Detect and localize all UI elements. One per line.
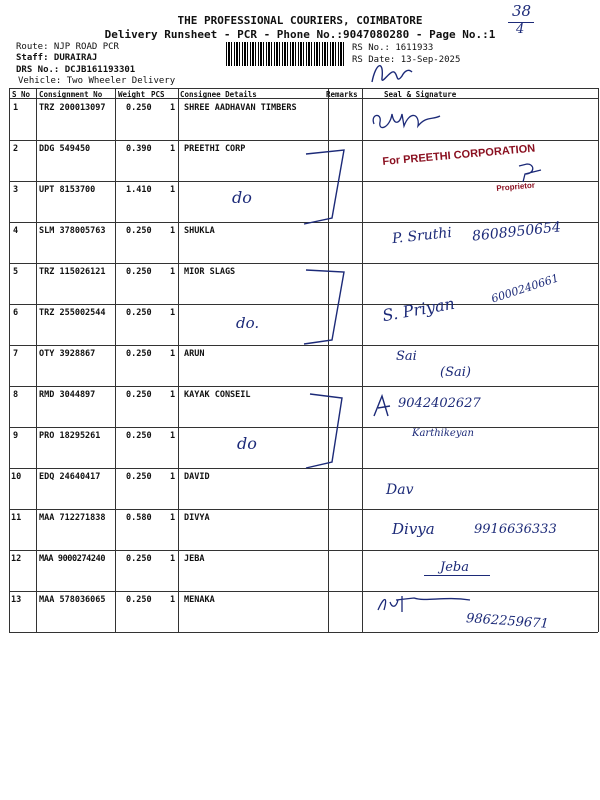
row-weight: 0.250 xyxy=(126,554,152,564)
row-consignment: TRZ 115026121 xyxy=(39,267,106,277)
row-consignment: RMD 3044897 xyxy=(39,390,96,400)
grid-line xyxy=(9,88,598,89)
row-consignment: MAA 578036065 xyxy=(39,595,106,605)
row-consignee: JEBA xyxy=(184,554,205,564)
row-weight: 0.390 xyxy=(126,144,152,154)
bracket-mark xyxy=(300,268,350,348)
row-consignment: PRO 18295261 xyxy=(39,431,101,441)
row-consignee: DAVID xyxy=(184,472,210,482)
bracket-mark xyxy=(300,392,350,472)
row-pcs: 1 xyxy=(170,595,176,605)
row-pcs: 1 xyxy=(170,185,176,195)
corner-number: 38 xyxy=(512,2,532,20)
row-consignment: MAA 9000274240 xyxy=(39,554,106,564)
stamp-role: Proprietor xyxy=(496,180,536,193)
rs-number: RS No.: 1611933 xyxy=(352,43,434,53)
corner-denominator: 4 xyxy=(516,22,525,37)
row-consignment: SLM 378005763 xyxy=(39,226,106,236)
row-sno: 13 xyxy=(11,595,22,605)
row-pcs: 1 xyxy=(170,226,176,236)
route: Route: NJP ROAD PCR xyxy=(16,42,119,52)
signature-arun: Sai xyxy=(396,349,417,364)
grid-line xyxy=(9,88,10,632)
row-weight: 0.250 xyxy=(126,472,152,482)
runsheet-subtitle: Delivery Runsheet - PCR - Phone No.:9047080280 - Page No.:1 xyxy=(104,28,496,41)
date-signature-mark xyxy=(368,58,418,90)
col-consignee: Consignee Details xyxy=(180,90,257,99)
grid-line xyxy=(362,88,363,632)
vehicle: Vehicle: Two Wheeler Delivery xyxy=(18,76,176,86)
row-consignee: MENAKA xyxy=(184,595,215,605)
grid-line xyxy=(598,88,599,632)
signature-jeba: Jeba xyxy=(440,560,469,575)
col-sno: S No xyxy=(12,90,31,99)
row-consignment: OTY 3928867 xyxy=(39,349,96,359)
row-weight: 0.250 xyxy=(126,308,152,318)
row-consignee: ARUN xyxy=(184,349,205,359)
row-sno: 4 xyxy=(13,226,19,236)
row-pcs: 1 xyxy=(170,144,176,154)
signature-david: Dav xyxy=(386,482,414,498)
row-pcs: 1 xyxy=(170,554,176,564)
col-weight: Weight xyxy=(118,90,146,99)
phone-kayak: 9042402627 xyxy=(398,396,481,411)
signature-shukla: P. Sruthi xyxy=(391,224,453,248)
signature-mark-kayak xyxy=(370,392,394,420)
row-consignment: UPT 8153700 xyxy=(39,185,96,195)
row-weight: 0.250 xyxy=(126,226,152,236)
ditto-mark: do. xyxy=(236,314,260,332)
grid-line xyxy=(115,88,116,632)
row-consignment: MAA 712271838 xyxy=(39,513,106,523)
row-sno: 2 xyxy=(13,144,19,154)
signature-arun-2: (Sai) xyxy=(440,365,471,380)
row-pcs: 1 xyxy=(170,349,176,359)
row-weight: 0.250 xyxy=(126,349,152,359)
row-sno: 3 xyxy=(13,185,19,195)
grid-line xyxy=(9,591,598,592)
row-weight: 0.580 xyxy=(126,513,152,523)
name-kayak: Karthikeyan xyxy=(412,428,474,439)
grid-line xyxy=(9,140,598,141)
row-sno: 7 xyxy=(13,349,19,359)
col-pcs: PCS xyxy=(151,90,165,99)
row-weight: 0.250 xyxy=(126,267,152,277)
grid-line xyxy=(178,88,179,632)
row-consignment: TRZ 255002544 xyxy=(39,308,106,318)
row-sno: 5 xyxy=(13,267,19,277)
row-pcs: 1 xyxy=(170,513,176,523)
col-consignment: Consignment No xyxy=(39,90,103,99)
row-consignee: MIOR SLAGS xyxy=(184,267,236,277)
row-pcs: 1 xyxy=(170,267,176,277)
phone-menaka: 9862259671 xyxy=(465,611,550,632)
grid-line xyxy=(9,632,598,633)
row-consignee: PREETHI CORP xyxy=(184,144,246,154)
ditto-mark: do xyxy=(232,188,252,207)
phone-mior: 6000240661 xyxy=(489,271,561,306)
row-consignee: DIVYA xyxy=(184,513,210,523)
row-consignment: TRZ 200013097 xyxy=(39,103,106,113)
row-sno: 10 xyxy=(11,472,22,482)
row-sno: 12 xyxy=(11,554,22,564)
row-weight: 0.250 xyxy=(126,595,152,605)
signature-divya: Divya xyxy=(392,520,435,538)
bracket-mark xyxy=(300,148,350,228)
row-pcs: 1 xyxy=(170,103,176,113)
grid-line xyxy=(36,88,37,632)
row-sno: 11 xyxy=(11,513,22,523)
signature-menaka xyxy=(374,592,474,616)
row-pcs: 1 xyxy=(170,431,176,441)
row-pcs: 1 xyxy=(170,308,176,318)
staff: Staff: DURAIRAJ xyxy=(16,53,98,63)
row-sno: 9 xyxy=(13,431,19,441)
row-pcs: 1 xyxy=(170,472,176,482)
row-weight: 0.250 xyxy=(126,103,152,113)
row-weight: 0.250 xyxy=(126,431,152,441)
row-sno: 1 xyxy=(13,103,19,113)
signature-underline xyxy=(424,575,490,576)
grid-line xyxy=(9,263,598,264)
grid-line xyxy=(9,386,598,387)
col-remarks: Remarks xyxy=(326,90,358,99)
row-consignee: KAYAK CONSEIL xyxy=(184,390,251,400)
company-title: THE PROFESSIONAL COURIERS, COIMBATORE xyxy=(177,14,423,27)
row-consignee: SHREE AADHAVAN TIMBERS xyxy=(184,103,297,113)
row-sno: 8 xyxy=(13,390,19,400)
company-stamp: For PREETHI CORPORATION xyxy=(382,142,536,168)
stamp-signature-mark xyxy=(515,160,545,184)
signature-row-1 xyxy=(368,104,448,138)
col-seal-signature: Seal & Signature xyxy=(384,90,457,99)
drs-number: DRS No.: DCJB161193301 xyxy=(16,65,136,75)
phone-shukla: 8608950654 xyxy=(471,219,562,245)
ditto-mark: do xyxy=(237,434,257,453)
row-consignee: SHUKLA xyxy=(184,226,215,236)
row-weight: 0.250 xyxy=(126,390,152,400)
rs-date: RS Date: 13-Sep-2025 xyxy=(352,55,461,65)
row-consignment: EDQ 24640417 xyxy=(39,472,101,482)
row-pcs: 1 xyxy=(170,390,176,400)
signature-mior: S. Priyan xyxy=(380,293,457,326)
phone-divya: 9916636333 xyxy=(474,522,557,537)
row-sno: 6 xyxy=(13,308,19,318)
row-consignment: DDG 549450 xyxy=(39,144,91,154)
barcode xyxy=(226,42,346,66)
grid-line xyxy=(9,550,598,551)
grid-line xyxy=(9,509,598,510)
row-weight: 1.410 xyxy=(126,185,152,195)
